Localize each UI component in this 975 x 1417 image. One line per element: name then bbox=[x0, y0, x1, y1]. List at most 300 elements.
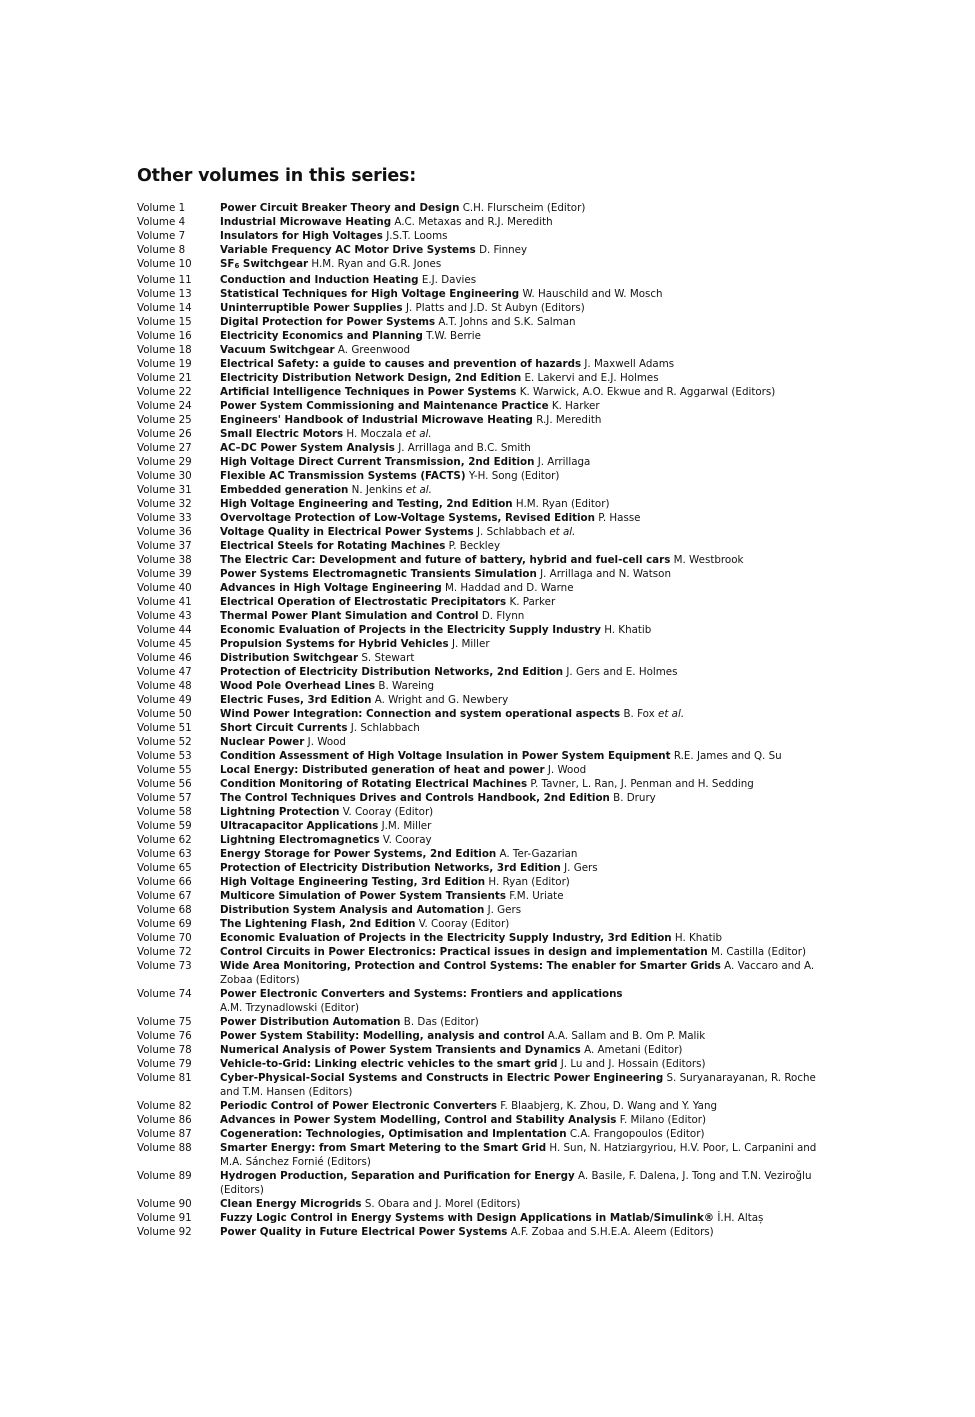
volume-entry bbox=[220, 455, 817, 469]
volume-entry bbox=[220, 847, 817, 861]
volume-number: Volume 49 bbox=[137, 694, 192, 706]
volume-number: Volume 45 bbox=[137, 638, 192, 650]
volume-row bbox=[137, 665, 817, 679]
volume-entry bbox=[220, 693, 817, 707]
volume-title: Propulsion Systems for Hybrid Vehicles bbox=[220, 638, 449, 650]
volume-title: Ultracapacitor Applications bbox=[220, 820, 379, 832]
volume-row bbox=[137, 399, 817, 413]
volume-title: High Voltage Direct Current Transmission, 2nd Edition bbox=[220, 456, 535, 468]
authors-et-al: et al. bbox=[658, 708, 685, 720]
volume-number: Volume 7 bbox=[137, 230, 186, 242]
volume-row bbox=[137, 637, 817, 651]
volume-entry bbox=[220, 721, 817, 735]
volume-entry bbox=[220, 273, 817, 287]
volume-number: Volume 57 bbox=[137, 792, 192, 804]
volume-number: Volume 10 bbox=[137, 258, 192, 270]
volume-entry bbox=[220, 257, 817, 273]
volume-number: Volume 87 bbox=[137, 1128, 192, 1140]
volume-title: $SF_6$ Switchgear bbox=[220, 258, 309, 270]
volume-row bbox=[137, 889, 817, 903]
volume-row bbox=[137, 1015, 817, 1029]
volume-entry bbox=[220, 581, 817, 595]
volume-entry bbox=[220, 371, 817, 385]
volume-number: Volume 30 bbox=[137, 470, 192, 482]
volume-title: Advances in High Voltage Engineering bbox=[220, 582, 442, 594]
volume-row bbox=[137, 917, 817, 931]
volume-authors: C.H. Flurscheim (Editor) bbox=[462, 202, 586, 214]
volume-entry bbox=[220, 777, 817, 791]
volume-row bbox=[137, 385, 817, 399]
volume-authors: J. Maxwell Adams bbox=[584, 358, 675, 370]
volume-row bbox=[137, 623, 817, 637]
volume-entry bbox=[220, 329, 817, 343]
volume-entry bbox=[220, 819, 817, 833]
volume-authors: K. Warwick, A.O. Ekwue and R. Aggarwal (Editors) bbox=[519, 386, 776, 398]
volume-title: Condition Monitoring of Rotating Electrical Machines bbox=[220, 778, 528, 790]
volume-title: Power Systems Electromagnetic Transients Simulation bbox=[220, 568, 537, 580]
volume-row bbox=[137, 595, 817, 609]
volume-title: Smarter Energy: from Smart Metering to the Smart Grid bbox=[220, 1142, 547, 1154]
volume-entry bbox=[220, 229, 817, 243]
volume-row bbox=[137, 301, 817, 315]
volume-number: Volume 16 bbox=[137, 330, 192, 342]
volume-entry bbox=[220, 413, 817, 427]
volume-title: Wind Power Integration: Connection and system operational aspects bbox=[220, 708, 621, 720]
volume-entry bbox=[220, 567, 817, 581]
volume-entry bbox=[220, 679, 817, 693]
volume-authors: J. Arrillaga and B.C. Smith bbox=[398, 442, 531, 454]
volume-authors: H. Khatib bbox=[674, 932, 723, 944]
volume-title: Artificial Intelligence Techniques in Power Systems bbox=[220, 386, 517, 398]
volume-number: Volume 66 bbox=[137, 876, 192, 888]
volume-entry bbox=[220, 385, 817, 399]
volume-row bbox=[137, 1043, 817, 1057]
volume-authors: J. Arrillaga bbox=[537, 456, 591, 468]
volume-number: Volume 88 bbox=[137, 1142, 192, 1154]
volume-authors: J.M. Miller bbox=[381, 820, 432, 832]
volume-number: Volume 76 bbox=[137, 1030, 192, 1042]
volume-authors: V. Cooray (Editor) bbox=[418, 918, 510, 930]
volume-entry bbox=[220, 1225, 817, 1239]
volume-title: Multicore Simulation of Power System Transients bbox=[220, 890, 506, 902]
volume-number: Volume 39 bbox=[137, 568, 192, 580]
volume-number: Volume 73 bbox=[137, 960, 192, 972]
volume-entry bbox=[220, 539, 817, 553]
volume-number: Volume 92 bbox=[137, 1226, 192, 1238]
volume-title: Economic Evaluation of Projects in the Electricity Supply Industry, 3rd Edition bbox=[220, 932, 672, 944]
volume-row bbox=[137, 1099, 817, 1113]
volume-authors: S. Obara and J. Morel (Editors) bbox=[364, 1198, 521, 1210]
volume-authors: B. Fox bbox=[623, 708, 655, 720]
volume-entry bbox=[220, 707, 817, 721]
volume-row bbox=[137, 1169, 817, 1197]
volume-authors: Y-H. Song (Editor) bbox=[468, 470, 560, 482]
volume-authors: İ.H. Altaș bbox=[717, 1212, 764, 1224]
volume-row bbox=[137, 329, 817, 343]
volume-authors: A. Basile, F. Dalena, J. Tong and T.N. Veziroğlu (Editors) bbox=[220, 1170, 812, 1196]
volume-title: Electric Fuses, 3rd Edition bbox=[220, 694, 372, 706]
volume-entry bbox=[220, 201, 817, 215]
volume-row bbox=[137, 763, 817, 777]
volume-title: Local Energy: Distributed generation of heat and power bbox=[220, 764, 545, 776]
volume-authors: V. Cooray bbox=[382, 834, 432, 846]
volume-authors: J. Miller bbox=[451, 638, 490, 650]
volume-entry bbox=[220, 483, 817, 497]
volume-number: Volume 59 bbox=[137, 820, 192, 832]
volume-number: Volume 62 bbox=[137, 834, 192, 846]
volume-authors: M. Haddad and D. Warne bbox=[444, 582, 574, 594]
volume-row bbox=[137, 749, 817, 763]
volume-row bbox=[137, 1127, 817, 1141]
volume-number: Volume 14 bbox=[137, 302, 192, 314]
volume-entry bbox=[220, 1015, 817, 1029]
volume-number: Volume 82 bbox=[137, 1100, 192, 1112]
volume-title: The Electric Car: Development and future of battery, hybrid and fuel-cell cars bbox=[220, 554, 671, 566]
volume-title: Vacuum Switchgear bbox=[220, 344, 335, 356]
volume-number: Volume 27 bbox=[137, 442, 192, 454]
volume-title: Electrical Operation of Electrostatic Precipitators bbox=[220, 596, 507, 608]
volume-row bbox=[137, 497, 817, 511]
volume-title: Statistical Techniques for High Voltage Engineering bbox=[220, 288, 520, 300]
volume-title: Electricity Distribution Network Design, 2nd Edition bbox=[220, 372, 522, 384]
volume-number: Volume 86 bbox=[137, 1114, 192, 1126]
volume-authors: A.A. Sallam and B. Om P. Malik bbox=[547, 1030, 706, 1042]
volume-row bbox=[137, 371, 817, 385]
volume-row bbox=[137, 413, 817, 427]
volume-number: Volume 36 bbox=[137, 526, 192, 538]
volume-number: Volume 25 bbox=[137, 414, 192, 426]
volume-row bbox=[137, 525, 817, 539]
volume-entry bbox=[220, 357, 817, 371]
title-subscript: 6 bbox=[234, 262, 240, 270]
volume-row bbox=[137, 257, 817, 273]
volume-number: Volume 74 bbox=[137, 988, 192, 1000]
volume-number: Volume 33 bbox=[137, 512, 192, 524]
volume-number: Volume 52 bbox=[137, 736, 192, 748]
volume-authors: J. Arrillaga and N. Watson bbox=[540, 568, 671, 580]
volume-number: Volume 1 bbox=[137, 202, 186, 214]
volume-row bbox=[137, 581, 817, 595]
volume-entry bbox=[220, 791, 817, 805]
volume-entry bbox=[220, 763, 817, 777]
volume-authors: H. Sun, N. Hatziargyriou, H.V. Poor, L. Carpanini and M.A. Sánchez Fornié (Editors) bbox=[220, 1142, 817, 1168]
volume-title: Uninterruptible Power Supplies bbox=[220, 302, 403, 314]
volume-number: Volume 89 bbox=[137, 1170, 192, 1182]
volume-authors: E.J. Davies bbox=[421, 274, 477, 286]
volume-authors: P. Tavner, L. Ran, J. Penman and H. Sedding bbox=[530, 778, 754, 790]
volume-number: Volume 44 bbox=[137, 624, 192, 636]
volume-authors: T.W. Berrie bbox=[426, 330, 481, 342]
authors-et-al: et al. bbox=[405, 484, 432, 496]
volume-authors: W. Hauschild and W. Mosch bbox=[522, 288, 663, 300]
volume-row bbox=[137, 215, 817, 229]
volume-entry bbox=[220, 1127, 817, 1141]
volume-authors: F. Milano (Editor) bbox=[619, 1114, 707, 1126]
volume-number: Volume 4 bbox=[137, 216, 186, 228]
volume-number: Volume 48 bbox=[137, 680, 192, 692]
volume-row bbox=[137, 469, 817, 483]
volume-authors: M. Westbrook bbox=[673, 554, 744, 566]
volume-number: Volume 75 bbox=[137, 1016, 192, 1028]
volume-authors: J. Lu and J. Hossain (Editors) bbox=[560, 1058, 706, 1070]
volume-entry bbox=[220, 441, 817, 455]
volume-entry bbox=[220, 553, 817, 567]
volume-number: Volume 11 bbox=[137, 274, 192, 286]
volume-authors: J. Schlabbach bbox=[350, 722, 420, 734]
volume-title: Electricity Economics and Planning bbox=[220, 330, 423, 342]
volume-number: Volume 8 bbox=[137, 244, 186, 256]
volume-title: Economic Evaluation of Projects in the Electricity Supply Industry bbox=[220, 624, 601, 636]
volume-row bbox=[137, 791, 817, 805]
volume-row bbox=[137, 1225, 817, 1239]
volume-number: Volume 91 bbox=[137, 1212, 192, 1224]
volume-row bbox=[137, 343, 817, 357]
volume-authors: B. Wareing bbox=[378, 680, 435, 692]
volume-number: Volume 53 bbox=[137, 750, 192, 762]
volume-number: Volume 65 bbox=[137, 862, 192, 874]
volume-row bbox=[137, 777, 817, 791]
volume-title: Nuclear Power bbox=[220, 736, 305, 748]
volume-entry bbox=[220, 833, 817, 847]
volume-row bbox=[137, 861, 817, 875]
volume-row bbox=[137, 707, 817, 721]
volume-entry bbox=[220, 497, 817, 511]
volume-authors: A.C. Metaxas and R.J. Meredith bbox=[394, 216, 553, 228]
volume-title: Cyber-Physical-Social Systems and Constructs in Electric Power Engineering bbox=[220, 1072, 664, 1084]
volume-title: Condition Assessment of High Voltage Insulation in Power System Equipment bbox=[220, 750, 671, 762]
volume-number: Volume 50 bbox=[137, 708, 192, 720]
volume-row bbox=[137, 1141, 817, 1169]
volume-title: Cogeneration: Technologies, Optimisation and Implentation bbox=[220, 1128, 567, 1140]
volume-number: Volume 72 bbox=[137, 946, 192, 958]
volume-authors: H. Moczala bbox=[346, 428, 403, 440]
volume-title: Insulators for High Voltages bbox=[220, 230, 383, 242]
volume-row bbox=[137, 875, 817, 889]
volume-row bbox=[137, 229, 817, 243]
volume-row bbox=[137, 567, 817, 581]
volume-title: Lightning Electromagnetics bbox=[220, 834, 380, 846]
volume-authors: V. Cooray (Editor) bbox=[342, 806, 434, 818]
volume-title: Embedded generation bbox=[220, 484, 349, 496]
volume-row bbox=[137, 553, 817, 567]
volume-row bbox=[137, 357, 817, 371]
volume-entry bbox=[220, 917, 817, 931]
volume-number: Volume 79 bbox=[137, 1058, 192, 1070]
volume-row bbox=[137, 1211, 817, 1225]
volume-authors: R.E. James and Q. Su bbox=[673, 750, 782, 762]
volume-title: Voltage Quality in Electrical Power Systems bbox=[220, 526, 474, 538]
volume-number: Volume 13 bbox=[137, 288, 192, 300]
volume-title: Wide Area Monitoring, Protection and Control Systems: The enabler for Smarter Grids bbox=[220, 960, 721, 972]
volume-entry bbox=[220, 1113, 817, 1127]
volume-authors: D. Flynn bbox=[481, 610, 525, 622]
volume-authors: N. Jenkins bbox=[351, 484, 403, 496]
volume-authors: H. Khatib bbox=[604, 624, 652, 636]
volume-authors: P. Hasse bbox=[598, 512, 641, 524]
volume-entry bbox=[220, 1043, 817, 1057]
volume-title: Hydrogen Production, Separation and Purification for Energy bbox=[220, 1170, 575, 1182]
volume-row bbox=[137, 693, 817, 707]
volume-number: Volume 58 bbox=[137, 806, 192, 818]
volume-number: Volume 63 bbox=[137, 848, 192, 860]
volume-title: High Voltage Engineering and Testing, 2nd Edition bbox=[220, 498, 513, 510]
volume-title: Power Quality in Future Electrical Power Systems bbox=[220, 1226, 508, 1238]
volume-number: Volume 21 bbox=[137, 372, 192, 384]
volume-row bbox=[137, 847, 817, 861]
volume-authors: A. Wright and G. Newbery bbox=[374, 694, 509, 706]
volume-title: Distribution System Analysis and Automation bbox=[220, 904, 485, 916]
volume-row bbox=[137, 1029, 817, 1043]
volume-title: Power Circuit Breaker Theory and Design bbox=[220, 202, 460, 214]
volume-row bbox=[137, 273, 817, 287]
volume-row bbox=[137, 1113, 817, 1127]
volume-authors: B. Drury bbox=[613, 792, 656, 804]
volume-authors: K. Parker bbox=[509, 596, 556, 608]
volume-row bbox=[137, 833, 817, 847]
volume-authors: F. Blaabjerg, K. Zhou, D. Wang and Y. Yang bbox=[500, 1100, 718, 1112]
volume-entry bbox=[220, 875, 817, 889]
volume-row bbox=[137, 427, 817, 441]
volume-number: Volume 78 bbox=[137, 1044, 192, 1056]
volume-entry bbox=[220, 959, 817, 987]
volume-row bbox=[137, 805, 817, 819]
volume-number: Volume 67 bbox=[137, 890, 192, 902]
volume-entry bbox=[220, 427, 817, 441]
volume-row bbox=[137, 1071, 817, 1099]
volume-title: Power System Commissioning and Maintenance Practice bbox=[220, 400, 549, 412]
volume-title: Fuzzy Logic Control in Energy Systems with Design Applications in Matlab/Simulink® bbox=[220, 1212, 715, 1224]
volume-title: Protection of Electricity Distribution Networks, 2nd Edition bbox=[220, 666, 564, 678]
volume-entry bbox=[220, 665, 817, 679]
volume-title: Small Electric Motors bbox=[220, 428, 344, 440]
volume-authors: B. Das (Editor) bbox=[403, 1016, 479, 1028]
volume-authors: R.J. Meredith bbox=[536, 414, 602, 426]
volume-entry bbox=[220, 945, 817, 959]
volume-entry bbox=[220, 1071, 817, 1099]
volume-title: Lightning Protection bbox=[220, 806, 340, 818]
volume-title: Power Distribution Automation bbox=[220, 1016, 401, 1028]
volume-title: High Voltage Engineering Testing, 3rd Edition bbox=[220, 876, 486, 888]
volume-number: Volume 90 bbox=[137, 1198, 192, 1210]
volume-row bbox=[137, 945, 817, 959]
volume-title: Variable Frequency AC Motor Drive Systems bbox=[220, 244, 476, 256]
volume-authors: D. Finney bbox=[479, 244, 528, 256]
volume-number: Volume 37 bbox=[137, 540, 192, 552]
volume-title: Power System Stability: Modelling, analysis and control bbox=[220, 1030, 545, 1042]
volume-entry bbox=[220, 735, 817, 749]
volume-entry bbox=[220, 595, 817, 609]
volume-row bbox=[137, 455, 817, 469]
volume-title: Vehicle-to-Grid: Linking electric vehicles to the smart grid bbox=[220, 1058, 558, 1070]
volume-number: Volume 31 bbox=[137, 484, 192, 496]
volume-authors: M. Castilla (Editor) bbox=[710, 946, 806, 958]
volume-number: Volume 51 bbox=[137, 722, 192, 734]
volume-entry bbox=[220, 1197, 817, 1211]
volume-row bbox=[137, 315, 817, 329]
volume-authors: S. Suryanarayanan, R. Roche and T.M. Hansen (Editors) bbox=[220, 1072, 816, 1098]
volume-entry bbox=[220, 1169, 817, 1197]
volume-number: Volume 15 bbox=[137, 316, 192, 328]
volume-row bbox=[137, 721, 817, 735]
volume-entry bbox=[220, 651, 817, 665]
volume-number: Volume 38 bbox=[137, 554, 192, 566]
volume-title: Protection of Electricity Distribution Networks, 3rd Edition bbox=[220, 862, 561, 874]
volume-entry bbox=[220, 1057, 817, 1071]
volume-entry bbox=[220, 861, 817, 875]
volume-entry bbox=[220, 399, 817, 413]
volume-title: Overvoltage Protection of Low-Voltage Systems, Revised Edition bbox=[220, 512, 595, 524]
series-heading: Other volumes in this series: bbox=[137, 166, 417, 186]
volume-entry bbox=[220, 749, 817, 763]
volume-authors: J. Gers and E. Holmes bbox=[566, 666, 678, 678]
volume-entry bbox=[220, 243, 817, 257]
volume-authors: A.M. Trzynadlowski (Editor) bbox=[220, 1002, 359, 1014]
volume-number: Volume 18 bbox=[137, 344, 192, 356]
volume-authors: K. Harker bbox=[551, 400, 600, 412]
volume-entry bbox=[220, 637, 817, 651]
volume-title: Wood Pole Overhead Lines bbox=[220, 680, 376, 692]
volume-entry bbox=[220, 315, 817, 329]
volume-title: AC–DC Power System Analysis bbox=[220, 442, 395, 454]
volume-authors: H.M. Ryan (Editor) bbox=[515, 498, 610, 510]
volume-authors: A. Ametani (Editor) bbox=[584, 1044, 683, 1056]
volume-row bbox=[137, 1197, 817, 1211]
volume-number: Volume 70 bbox=[137, 932, 192, 944]
volume-title: Energy Storage for Power Systems, 2nd Edition bbox=[220, 848, 497, 860]
volume-number: Volume 43 bbox=[137, 610, 192, 622]
volume-authors: J.S.T. Looms bbox=[386, 230, 448, 242]
authors-et-al: et al. bbox=[549, 526, 576, 538]
volume-number: Volume 81 bbox=[137, 1072, 192, 1084]
volume-number: Volume 55 bbox=[137, 764, 192, 776]
volume-number: Volume 69 bbox=[137, 918, 192, 930]
volume-authors: P. Beckley bbox=[448, 540, 501, 552]
volume-number: Volume 29 bbox=[137, 456, 192, 468]
volume-row bbox=[137, 243, 817, 257]
volume-title: The Control Techniques Drives and Controls Handbook, 2nd Edition bbox=[220, 792, 610, 804]
volume-row bbox=[137, 511, 817, 525]
volume-authors: J. Wood bbox=[307, 736, 346, 748]
volume-row bbox=[137, 959, 817, 987]
volume-authors: F.M. Uriate bbox=[509, 890, 564, 902]
volume-title: Electrical Steels for Rotating Machines bbox=[220, 540, 446, 552]
volume-row bbox=[137, 287, 817, 301]
volume-entry bbox=[220, 287, 817, 301]
volume-title: The Lightening Flash, 2nd Edition bbox=[220, 918, 416, 930]
volume-authors: J. Gers bbox=[487, 904, 522, 916]
volume-number: Volume 26 bbox=[137, 428, 192, 440]
volume-row bbox=[137, 651, 817, 665]
volume-authors: J. Gers bbox=[564, 862, 598, 874]
volume-list bbox=[137, 201, 817, 1239]
volume-title: Flexible AC Transmission Systems (FACTS) bbox=[220, 470, 466, 482]
volume-number: Volume 46 bbox=[137, 652, 192, 664]
volume-number: Volume 40 bbox=[137, 582, 192, 594]
volume-title: Clean Energy Microgrids bbox=[220, 1198, 362, 1210]
volume-entry bbox=[220, 215, 817, 229]
volume-row bbox=[137, 1057, 817, 1071]
volume-title: Thermal Power Plant Simulation and Control bbox=[220, 610, 479, 622]
volume-entry bbox=[220, 1029, 817, 1043]
volume-entry bbox=[220, 1099, 817, 1113]
volume-authors: J. Wood bbox=[547, 764, 587, 776]
volume-authors: A. Ter-Gazarian bbox=[499, 848, 578, 860]
volume-entry bbox=[220, 889, 817, 903]
volume-entry bbox=[220, 301, 817, 315]
volume-entry bbox=[220, 987, 817, 1015]
volume-authors: A.F. Zobaa and S.H.E.A. Aleem (Editors) bbox=[510, 1226, 714, 1238]
volume-authors: J. Platts and J.D. St Aubyn (Editors) bbox=[405, 302, 585, 314]
